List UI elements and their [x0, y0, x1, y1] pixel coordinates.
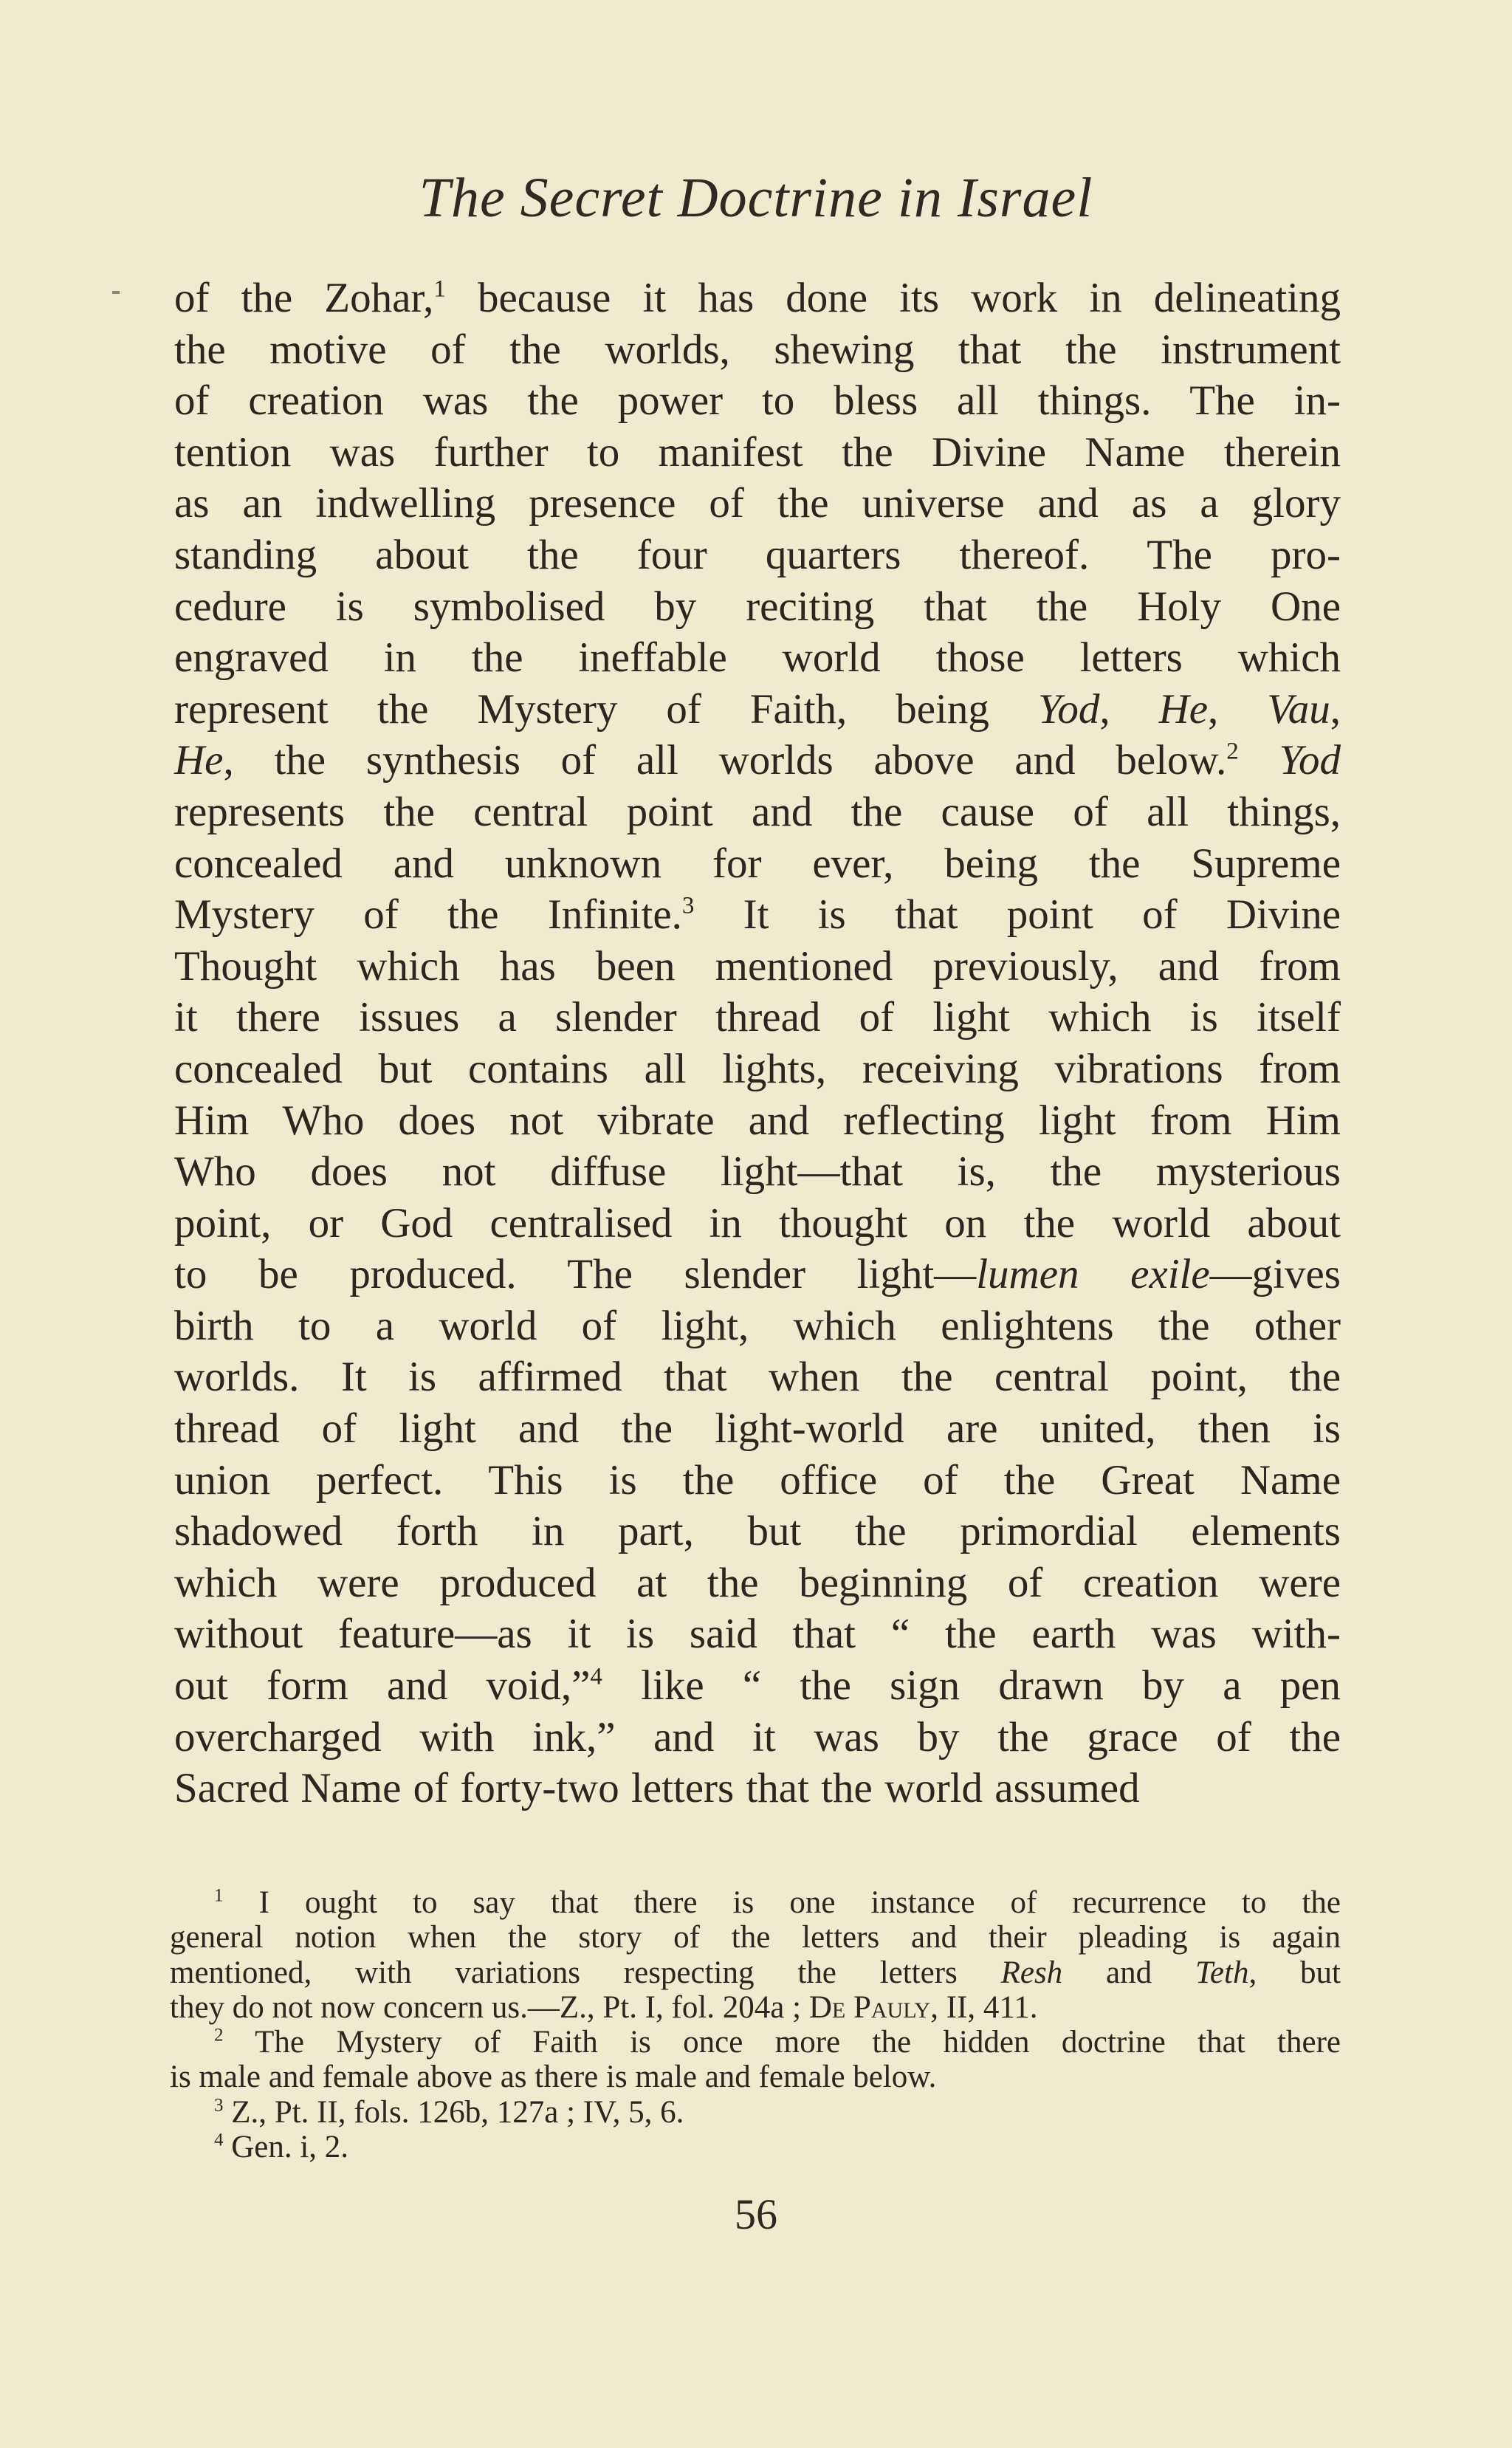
footnote-2-cont: is male and female above as there is male and female below. [170, 2060, 937, 2095]
body-line: birth to a world of light, which enlightens the other [174, 1302, 1341, 1349]
body-line: it there issues a slender thread of light which is itself [174, 994, 1341, 1041]
body-line: point, or God centralised in thought on the world about [174, 1199, 1341, 1247]
footnote-ref-1[interactable]: 1 [433, 275, 446, 303]
body-line: to be produced. The slender light—lumen exile—gives [174, 1251, 1341, 1298]
body-line: without feature—as it is said that “ the earth was with- [174, 1611, 1341, 1658]
body-line: engraved in the ineffable world those letters which [174, 634, 1341, 682]
margin-mark [112, 291, 120, 294]
body-line: Thought which has been mentioned previously, and from [174, 942, 1341, 990]
body-line: overcharged with ink,” and it was by the grace of the [174, 1713, 1341, 1760]
footnote-1: $^1$ I ought to say that there is one instance of recurrence to the [214, 1885, 1341, 1920]
body-line: out form and void,”$^4$ like “ the sign drawn by a pen [174, 1662, 1341, 1710]
body-line: worlds. It is affirmed that when the central point, the [174, 1354, 1341, 1401]
running-head: The Secret Doctrine in Israel [419, 167, 1093, 229]
body-line: Who does not diffuse light—that is, the mysterious [174, 1148, 1341, 1196]
body-line: of creation was the power to bless all things. The in- [174, 377, 1341, 425]
footnote-3: $^3$ Z., Pt. II, fols. 126b, 127a ; IV, 5, 6. [214, 2094, 684, 2130]
body-line: concealed but contains all lights, receiving vibrations from [174, 1045, 1341, 1092]
body-line: of the Zohar,$^1$ because it has done its work in delineating [174, 275, 1341, 321]
body-line: shadowed forth in part, but the primordial elements [174, 1508, 1341, 1555]
footnotes [170, 1885, 1341, 2164]
body-line: He, the synthesis of all worlds above and below.$^2$ Yod [174, 737, 1341, 784]
body-line: concealed and unknown for ever, being the Supreme [174, 840, 1341, 887]
body-line: union perfect. This is the office of the Great Name [174, 1456, 1341, 1504]
footnote-ref-2[interactable]: 2 [1226, 738, 1239, 765]
body-line: Him Who does not vibrate and reflecting light from Him [174, 1097, 1341, 1144]
body-line: Mystery of the Infinite.$^3$ It is that point of Divine [174, 891, 1341, 939]
footnote-1-cont: mentioned, with variations respecting the letters Resh and Teth, but [170, 1955, 1341, 1990]
body-line: represents the central point and the cause of all things, [174, 788, 1341, 835]
page-number: 56 [735, 2190, 777, 2238]
body-line: which were produced at the beginning of creation were [174, 1559, 1341, 1606]
footnote-ref-3[interactable]: 3 [681, 892, 695, 919]
body-line: as an indwelling presence of the universe and as a glory [174, 480, 1341, 527]
body-line: cedure is symbolised by reciting that the Holy One [174, 583, 1341, 630]
footnote-ref-4[interactable]: 4 [590, 1663, 602, 1690]
footnote-1-cont: they do not now concern us.—Z., Pt. I, fol. 204a ; De Pauly, II, 411. [170, 1989, 1038, 2025]
body-text [174, 272, 1341, 1814]
body-line: the motive of the worlds, shewing that the instrument [174, 326, 1341, 373]
body-line: thread of light and the light-world are united, then is [174, 1405, 1341, 1453]
footnote-2: $^2$ The Mystery of Faith is once more the hidden doctrine that there [214, 2025, 1341, 2060]
body-line: Sacred Name of forty-two letters that the world assumed [174, 1765, 1140, 1812]
body-line: standing about the four quarters thereof. The pro- [174, 531, 1341, 578]
body-line: tention was further to manifest the Divine Name therein [174, 428, 1341, 476]
footnote-1-cont: general notion when the story of the letters and their pleading is again [170, 1920, 1341, 1955]
body-line: represent the Mystery of Faith, being Yod, He, Vau, [174, 685, 1341, 733]
footnote-4: $^4$ Gen. i, 2. [214, 2130, 349, 2165]
